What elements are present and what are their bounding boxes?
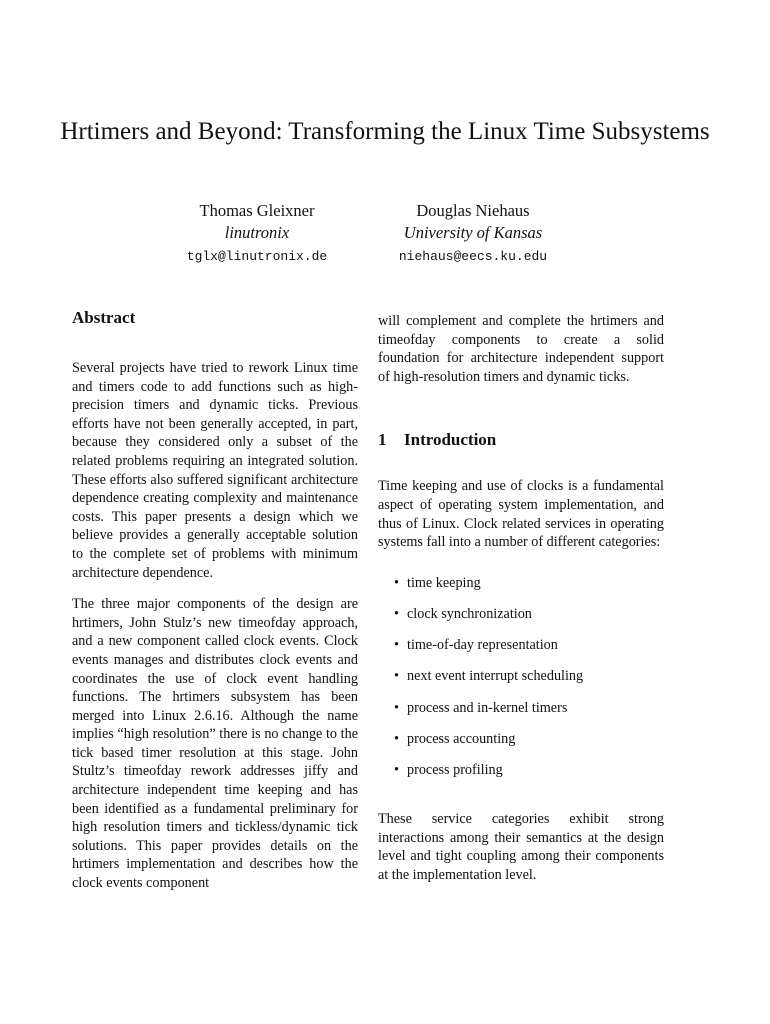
section-number: 1	[378, 430, 387, 450]
abstract-paragraph-2: The three major components of the design are hrtimers, John Stulz’s new timeofday approach, and a new component called clock events. Clock events manages and distributes clock events and coordinates the use of clock event handling functions. The hrtimers subsystem has been merged into Linux 2.6.16. Although the name implies “high resolution” there is no change to the tick based timer resolution at this stage. John Stultz’s timeofday rework addresses jiffy and architecture independent time keeping and has been identified as a fundamental preliminary for high resolution timers and tickless/dynamic tick solutions. This paper provides details on the hrtimers implementation and describes how the clock events component	[72, 596, 358, 892]
section-title: Introduction	[404, 430, 497, 450]
author-block-2	[370, 200, 576, 266]
bullet-icon: •	[394, 605, 399, 622]
service-category-list	[378, 574, 664, 780]
paper-title: Hrtimers and Beyond: Transforming the Linux Time Subsystems	[60, 118, 710, 145]
left-column	[72, 307, 358, 893]
list-item: • next event interrupt scheduling	[394, 668, 584, 685]
bullet-icon: •	[394, 730, 399, 747]
list-item: • process and in-kernel timers	[394, 699, 568, 716]
list-item: • time keeping	[394, 574, 481, 591]
bullet-icon: •	[394, 574, 399, 591]
author-block-1	[150, 200, 364, 266]
author-name: Thomas Gleixner	[199, 201, 315, 220]
abstract-heading: Abstract	[72, 308, 136, 327]
bullet-icon: •	[394, 668, 399, 685]
bullet-icon: •	[394, 637, 399, 654]
list-item: • time-of-day representation	[394, 637, 558, 654]
author-email: tglx@linutronix.de	[186, 249, 328, 264]
list-item: • clock synchronization	[394, 605, 532, 622]
author-affiliation: linutronix	[224, 223, 290, 242]
introduction-paragraph-1: Time keeping and use of clocks is a fundamental aspect of operating system implementation, and thus of Linux. Clock related services in operating systems fall into a number of different categories:	[378, 478, 664, 551]
author-affiliation: University of Kansas	[403, 223, 543, 242]
author-name: Douglas Niehaus	[416, 201, 530, 220]
introduction-heading	[378, 429, 664, 451]
bullet-icon: •	[394, 761, 399, 778]
introduction-paragraph-2: These service categories exhibit strong interactions among their semantics at the design level and tight coupling among their components at the implementation level.	[378, 811, 664, 883]
list-item: • process accounting	[394, 730, 516, 747]
abstract-paragraph-1: Several projects have tried to rework Linux time and timers code to add functions such as high-precision timers and dynamic ticks. Previous efforts have not been generally accepted, in part, because they considered only a subset of the related problems requiring an integrated solution. These efforts also suffered significant architecture dependence creating complexity and maintenance costs. This paper presents a design which we believe provides a generally acceptable solution to the complete set of problems with minimum architecture dependence.	[72, 360, 358, 581]
bullet-icon: •	[394, 699, 399, 716]
right-column	[378, 312, 664, 884]
abstract-paragraph-3: will complement and complete the hrtimers and timeofday components to create a solid foundation for architecture independent support of high-resolution timers and dynamic ticks.	[378, 313, 664, 385]
list-item: • process profiling	[394, 761, 503, 778]
author-email: niehaus@eecs.ku.edu	[398, 249, 548, 264]
